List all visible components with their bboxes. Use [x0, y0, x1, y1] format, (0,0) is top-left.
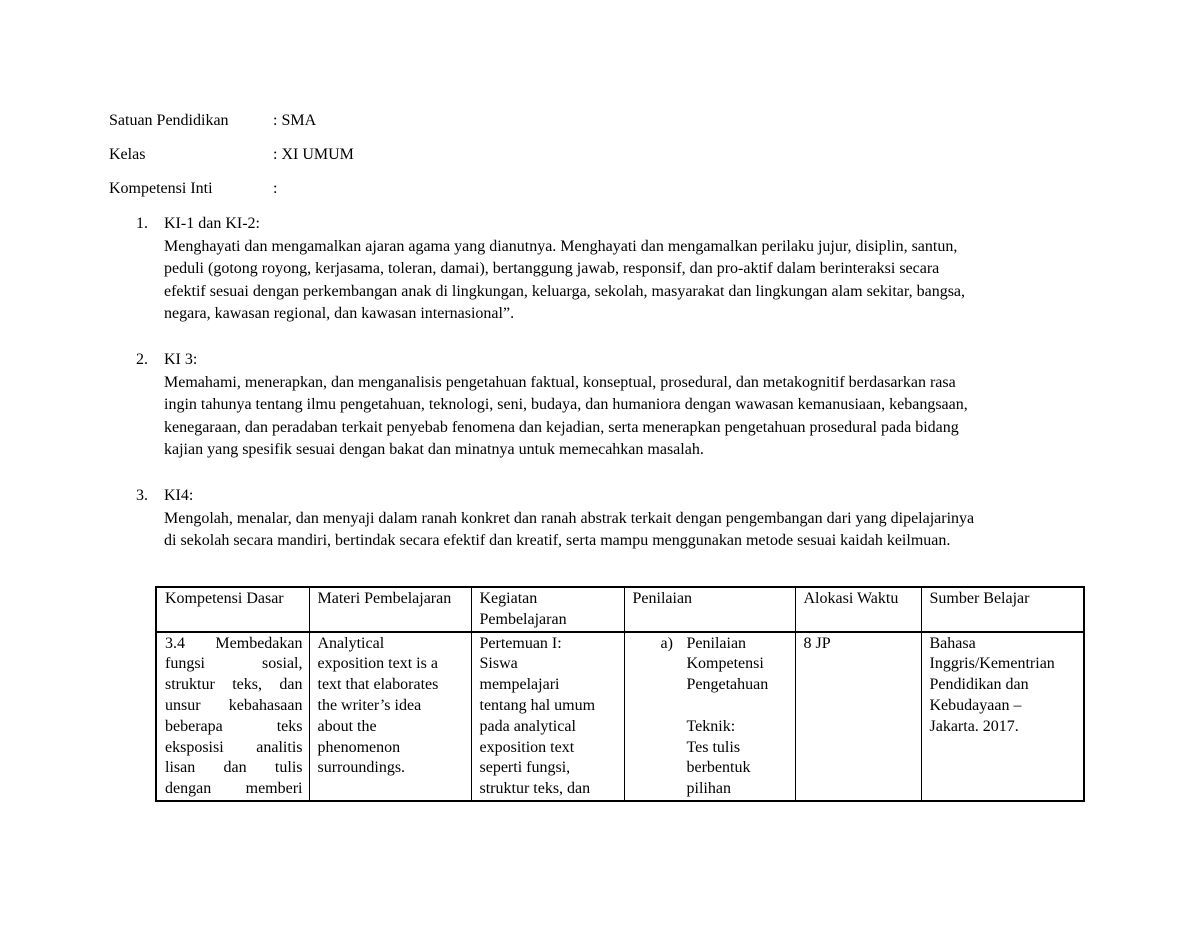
materi-line: the writer’s idea — [317, 696, 422, 714]
kegiatan-line: Siswa — [479, 655, 518, 673]
ki-line: di sekolah secara mandiri, bertindak secara efektif dan kreatif, serta mampu menggunakan metode sesuai kaidah keilmuan. — [164, 532, 951, 550]
rpp-table — [155, 586, 1085, 802]
header-kegiatan-pembelajaran: Kegiatan Pembelajaran — [471, 587, 624, 632]
cell-materi-pembelajaran — [309, 632, 471, 801]
kd-line: struktur teks, dan — [165, 676, 303, 694]
ki-line: Menghayati dan mengamalkan ajaran agama yang dianutnya. Menghayati dan mengamalkan perilaku jujur, disiplin, santun, — [164, 237, 958, 255]
materi-line: phenomenon — [317, 738, 401, 756]
cell-kegiatan-pembelajaran — [471, 632, 624, 801]
ki-line: efektif sesuai dengan perkembangan anak di lingkungan, keluarga, sekolah, masyarakat dan lingkungan alam sekitar, bangsa, — [164, 282, 966, 300]
ki-title: KI 3: — [164, 351, 198, 368]
header-sumber-belajar: Sumber Belajar — [921, 587, 1084, 632]
kegiatan-line: tentang hal umum — [479, 696, 596, 714]
cell-sumber-belajar — [921, 632, 1084, 801]
ki-body — [164, 508, 1094, 553]
kegiatan-line: mempelajari — [479, 676, 560, 694]
kegiatan-line: struktur teks, dan — [479, 780, 591, 798]
penilaian-line: Tes tulis — [686, 738, 741, 756]
info-kelas — [109, 145, 354, 165]
ki-body — [164, 236, 1094, 326]
info-label: Kompetensi Inti — [109, 180, 213, 197]
info-value: : XI UMUM — [273, 146, 354, 163]
kegiatan-line: exposition text — [479, 738, 575, 756]
sumber-line: Pendidikan dan — [929, 676, 1029, 694]
materi-line: text that elaborates — [317, 676, 439, 694]
sumber-line: Kebudayaan – — [929, 696, 1022, 714]
materi-line: about the — [317, 717, 377, 735]
penilaian-list — [633, 634, 789, 800]
header-alokasi-waktu: Alokasi Waktu — [795, 587, 921, 632]
kegiatan-line: pada analytical — [479, 717, 576, 735]
materi-line: surroundings. — [317, 759, 406, 777]
ki-line: kajian yang spesifik sesuai dengan bakat dan minatnya untuk memecahkan masalah. — [164, 441, 704, 459]
info-value: : — [273, 180, 278, 197]
penilaian-line: Teknik: — [686, 717, 736, 735]
ki-number: 1. — [136, 215, 148, 232]
cell-penilaian — [624, 632, 795, 801]
ki-body — [164, 372, 1094, 462]
kd-line: 3.4 Membedakan — [165, 634, 303, 652]
cell-kompetensi-dasar — [156, 632, 309, 801]
kd-line: dengan memberi — [165, 780, 303, 798]
ki-line: ingin tahunya tentang ilmu pengetahuan, teknologi, seni, budaya, dan humaniora dengan wawasan kemanusiaan, kebangsaan, — [164, 396, 968, 414]
ki-title: KI-1 dan KI-2: — [164, 215, 260, 232]
info-label: Kelas — [109, 146, 146, 163]
penilaian-line: Penilaian — [686, 634, 747, 652]
kd-line: unsur kebahasaan — [165, 696, 303, 714]
kd-line: lisan dan tulis — [165, 759, 303, 777]
header-penilaian: Penilaian — [624, 587, 795, 632]
cell-alokasi-waktu: 8 JP — [795, 632, 921, 801]
penilaian-line: pilihan — [686, 780, 731, 798]
ki-line: peduli (gotong royong, kerjasama, toleran, damai), bertanggung jawab, responsif, dan pro-aktif dalam berinteraksi secara — [164, 260, 940, 278]
kegiatan-line: seperti fungsi, — [479, 759, 571, 777]
header-materi-pembelajaran: Materi Pembelajaran — [309, 587, 471, 632]
ki-line: Mengolah, menalar, dan menyaji dalam ranah konkret dan ranah abstrak terkait dengan pengembangan dari yang dipelajarinya — [164, 509, 975, 527]
kegiatan-line: Pertemuan I: — [479, 634, 562, 652]
table-header-row — [156, 587, 1084, 632]
penilaian-line: Kompetensi — [686, 655, 764, 673]
kd-line: eksposisi analitis — [165, 738, 303, 756]
kd-line: beberapa teks — [165, 717, 303, 735]
sumber-line: Inggris/Kementrian — [929, 655, 1055, 673]
penilaian-line: Pengetahuan — [686, 676, 769, 694]
info-satuan-pendidikan — [109, 111, 316, 131]
ki-line: Memahami, menerapkan, dan menganalisis pengetahuan faktual, konseptual, prosedural, dan metakognitif berdasarkan rasa — [164, 373, 956, 391]
info-kompetensi-inti — [109, 179, 277, 199]
header-kompetensi-dasar: Kompetensi Dasar — [156, 587, 309, 632]
ki-line: kenegaraan, dan peradaban terkait penyebab fenomena dan kejadian, serta menerapkan pengetahuan prosedural pada bidang — [164, 418, 959, 436]
ki-line: negara, kawasan regional, dan kawasan internasional”. — [164, 305, 515, 323]
ki-title: KI4: — [164, 487, 194, 504]
penilaian-line: berbentuk — [686, 759, 751, 777]
ki-number: 3. — [136, 487, 148, 504]
ki-number: 2. — [136, 351, 148, 368]
materi-line: Analytical — [317, 634, 385, 652]
kd-line: fungsi sosial, — [165, 655, 303, 673]
penilaian-gap — [687, 696, 789, 717]
materi-line: exposition text is a — [317, 655, 438, 673]
penilaian-marker: a) — [660, 634, 673, 652]
info-label: Satuan Pendidikan — [109, 112, 229, 129]
table-row — [156, 632, 1084, 801]
info-value: : SMA — [273, 112, 317, 129]
sumber-line: Jakarta. 2017. — [929, 717, 1019, 735]
sumber-line: Bahasa — [929, 634, 976, 652]
